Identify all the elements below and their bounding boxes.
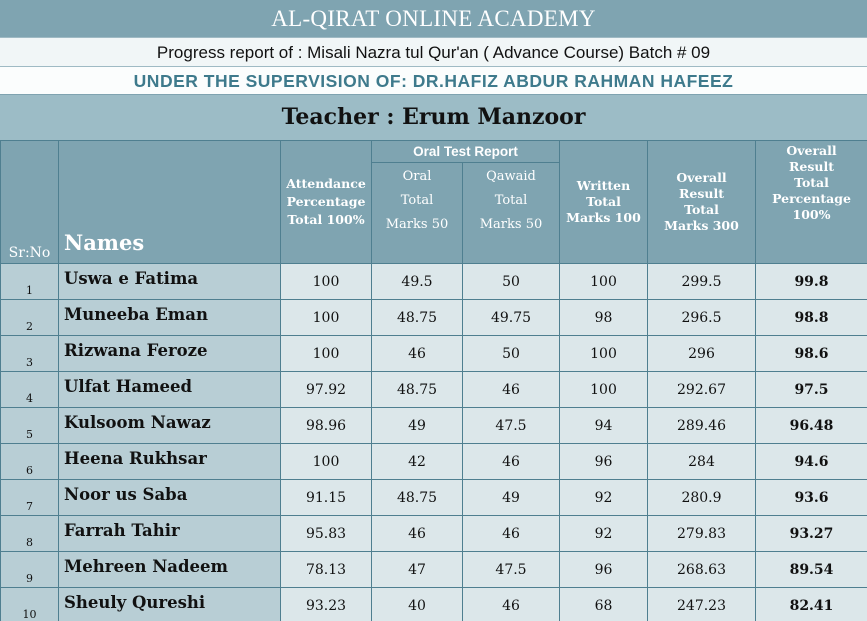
table-row xyxy=(1,336,867,372)
row-overall: 292.67 xyxy=(648,372,756,408)
row-attendance: 100 xyxy=(281,444,372,480)
supervision-line: UNDER THE SUPERVISION OF: DR.HAFIZ ABDUR RAHMAN HAFEEZ xyxy=(0,67,867,95)
teacher-name: Teacher : Erum Manzoor xyxy=(0,95,867,140)
row-srno: 1 xyxy=(1,264,59,300)
row-overall: 268.63 xyxy=(648,552,756,588)
row-attendance: 78.13 xyxy=(281,552,372,588)
row-written: 94 xyxy=(560,408,648,444)
row-attendance: 95.83 xyxy=(281,516,372,552)
header-oral: Oral Total Marks 50 xyxy=(372,163,463,264)
row-name: Sheuly Qureshi xyxy=(59,588,281,621)
row-percentage: 99.8 xyxy=(756,264,867,300)
row-percentage: 97.5 xyxy=(756,372,867,408)
row-percentage: 94.6 xyxy=(756,444,867,480)
row-oral: 48.75 xyxy=(372,480,463,516)
row-overall: 247.23 xyxy=(648,588,756,621)
header-attendance: Attendance Percentage Total 100% xyxy=(281,141,372,264)
row-written: 92 xyxy=(560,480,648,516)
row-oral: 40 xyxy=(372,588,463,621)
row-oral: 47 xyxy=(372,552,463,588)
row-written: 92 xyxy=(560,516,648,552)
row-attendance: 100 xyxy=(281,264,372,300)
row-written: 100 xyxy=(560,372,648,408)
header-written: Written Total Marks 100 xyxy=(560,141,648,264)
row-attendance: 93.23 xyxy=(281,588,372,621)
row-attendance: 97.92 xyxy=(281,372,372,408)
table-row xyxy=(1,444,867,480)
table-row xyxy=(1,264,867,300)
row-overall: 289.46 xyxy=(648,408,756,444)
table-row xyxy=(1,480,867,516)
row-overall: 296.5 xyxy=(648,300,756,336)
row-overall: 279.83 xyxy=(648,516,756,552)
row-name: Farrah Tahir xyxy=(59,516,281,552)
header-names: Names xyxy=(59,141,281,264)
row-name: Kulsoom Nawaz xyxy=(59,408,281,444)
header-srno: Sr:No xyxy=(1,141,59,264)
row-written: 98 xyxy=(560,300,648,336)
header-overall-marks: Overall Result Total Marks 300 xyxy=(648,141,756,264)
row-qawaid: 49 xyxy=(463,480,560,516)
row-srno: 4 xyxy=(1,372,59,408)
row-attendance: 91.15 xyxy=(281,480,372,516)
row-oral: 42 xyxy=(372,444,463,480)
table-row xyxy=(1,516,867,552)
row-oral: 49 xyxy=(372,408,463,444)
row-srno: 7 xyxy=(1,480,59,516)
row-written: 96 xyxy=(560,552,648,588)
row-percentage: 96.48 xyxy=(756,408,867,444)
row-overall: 280.9 xyxy=(648,480,756,516)
header-qawaid: Qawaid Total Marks 50 xyxy=(463,163,560,264)
row-oral: 46 xyxy=(372,336,463,372)
row-overall: 299.5 xyxy=(648,264,756,300)
row-srno: 2 xyxy=(1,300,59,336)
row-oral: 48.75 xyxy=(372,372,463,408)
row-percentage: 93.6 xyxy=(756,480,867,516)
row-qawaid: 50 xyxy=(463,336,560,372)
row-qawaid: 46 xyxy=(463,444,560,480)
row-overall: 284 xyxy=(648,444,756,480)
row-name: Muneeba Eman xyxy=(59,300,281,336)
row-percentage: 93.27 xyxy=(756,516,867,552)
row-srno: 6 xyxy=(1,444,59,480)
row-written: 68 xyxy=(560,588,648,621)
header-oral-test-report: Oral Test Report xyxy=(372,141,560,163)
row-oral: 49.5 xyxy=(372,264,463,300)
table-row xyxy=(1,372,867,408)
row-srno: 8 xyxy=(1,516,59,552)
row-srno: 5 xyxy=(1,408,59,444)
row-qawaid: 46 xyxy=(463,516,560,552)
report-title: Progress report of : Misali Nazra tul Qur'an ( Advance Course) Batch # 09 xyxy=(0,37,867,67)
row-attendance: 100 xyxy=(281,300,372,336)
row-written: 96 xyxy=(560,444,648,480)
header-overall-percentage: Overall Result Total Percentage 100% xyxy=(756,141,867,264)
row-attendance: 100 xyxy=(281,336,372,372)
row-qawaid: 49.75 xyxy=(463,300,560,336)
table-row xyxy=(1,300,867,336)
row-srno: 10 xyxy=(1,588,59,621)
row-overall: 296 xyxy=(648,336,756,372)
row-name: Heena Rukhsar xyxy=(59,444,281,480)
table-row xyxy=(1,552,867,588)
row-oral: 48.75 xyxy=(372,300,463,336)
row-name: Ulfat Hameed xyxy=(59,372,281,408)
row-name: Mehreen Nadeem xyxy=(59,552,281,588)
row-qawaid: 46 xyxy=(463,588,560,621)
table-row xyxy=(1,588,867,621)
results-table xyxy=(0,140,867,621)
row-oral: 46 xyxy=(372,516,463,552)
row-qawaid: 47.5 xyxy=(463,408,560,444)
row-name: Noor us Saba xyxy=(59,480,281,516)
academy-title: AL-QIRAT ONLINE ACADEMY xyxy=(0,0,867,37)
row-qawaid: 46 xyxy=(463,372,560,408)
row-qawaid: 50 xyxy=(463,264,560,300)
row-name: Rizwana Feroze xyxy=(59,336,281,372)
row-written: 100 xyxy=(560,336,648,372)
row-percentage: 89.54 xyxy=(756,552,867,588)
row-attendance: 98.96 xyxy=(281,408,372,444)
row-percentage: 98.8 xyxy=(756,300,867,336)
row-qawaid: 47.5 xyxy=(463,552,560,588)
row-percentage: 82.41 xyxy=(756,588,867,621)
table-row xyxy=(1,408,867,444)
row-percentage: 98.6 xyxy=(756,336,867,372)
row-written: 100 xyxy=(560,264,648,300)
row-srno: 3 xyxy=(1,336,59,372)
row-srno: 9 xyxy=(1,552,59,588)
row-name: Uswa e Fatima xyxy=(59,264,281,300)
